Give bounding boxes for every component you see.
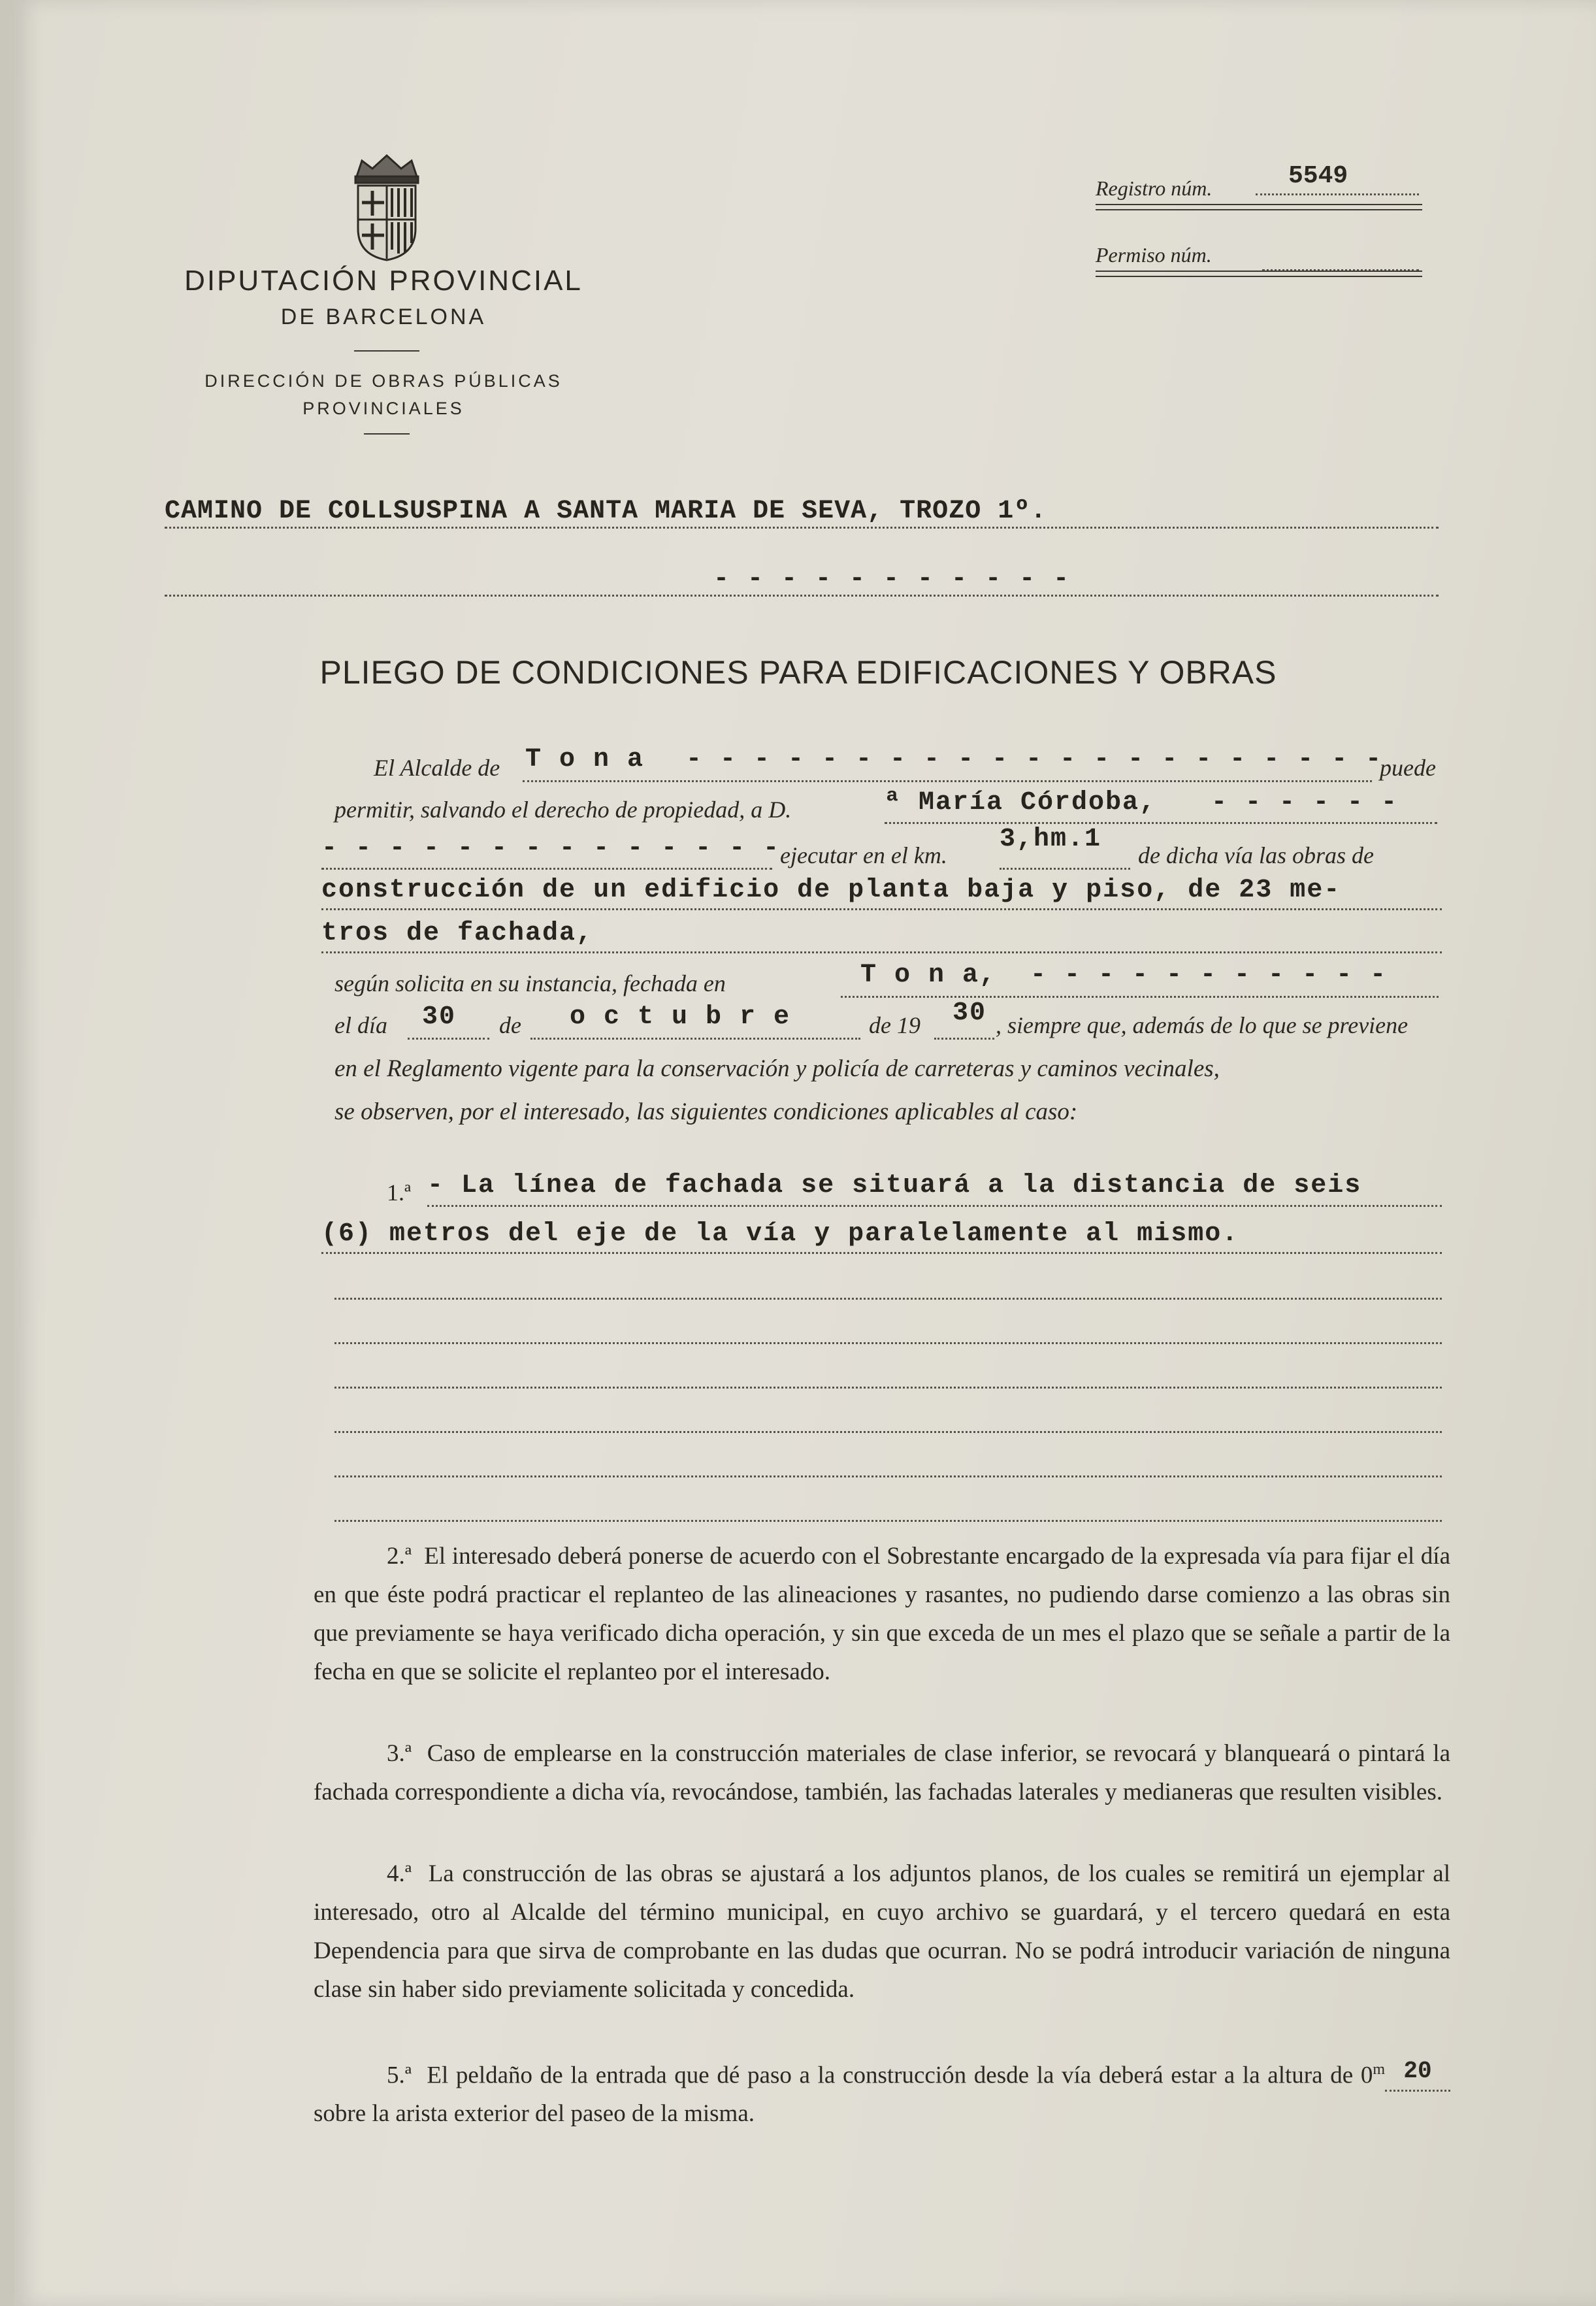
blank-line (334, 1265, 1442, 1300)
department-line2: PROVINCIALES (302, 399, 464, 418)
document-title: PLIEGO DE CONDICIONES PARA EDIFICACIONES Y OBRAS (319, 654, 1277, 691)
form-line-permitir (334, 788, 1445, 825)
condition-5-number: 5.ª (387, 2062, 412, 2089)
year-label: de 19 (869, 1012, 920, 1038)
rule (1096, 276, 1422, 277)
form-line-alcalde (374, 745, 1442, 783)
dicha-via-label: de dicha vía las obras de (1138, 842, 1374, 868)
owner-filler-2: - - - - - - - - - - - - - - (321, 834, 781, 863)
form-line-segun (334, 961, 1445, 997)
condition-1-number: 1.ª (387, 1179, 411, 1206)
coat-of-arms-icon (348, 152, 426, 263)
condition-5 (314, 2051, 1450, 2133)
divider (354, 350, 419, 352)
height-field (1385, 2058, 1450, 2092)
month-value: o c t u b r e (570, 1002, 791, 1032)
condition-2 (314, 1537, 1450, 1691)
permiso-label: Permiso núm. (1096, 243, 1212, 267)
divider (364, 433, 410, 435)
form-line-fecha (334, 998, 1445, 1039)
obra-description-2: tros de fachada, (321, 919, 594, 948)
siempre-que: , siempre que, además de lo que se previene (996, 1012, 1409, 1038)
alcalde-label: El Alcalde de (374, 755, 500, 781)
alcalde-filler: - - - - - - - - - - - - - - - - - - - - - (686, 745, 1383, 774)
rule (1096, 271, 1422, 272)
place-value: T o n a, (860, 961, 997, 990)
place-filler: - - - - - - - - - - - (1030, 961, 1388, 990)
condition-3-number: 3.ª (387, 1740, 412, 1767)
owner-filler: - - - - - - (1211, 788, 1399, 817)
height-value: 20 (1403, 2058, 1432, 2085)
permitir-label: permitir, salvando el derecho de propiedad, a D. (334, 797, 792, 823)
ejecutar-label: ejecutar en el km. (780, 842, 947, 868)
condition-5-text-after: sobre la arista exterior del paseo de la misma. (314, 2100, 755, 2128)
registro-field (1256, 162, 1419, 195)
permiso-field (1262, 242, 1419, 271)
alcalde-field (523, 745, 1383, 782)
km-field (1000, 825, 1130, 870)
document-sheet (14, 0, 1596, 2306)
condition-1-text-2: (6) metros del eje de la vía y paralelamente al mismo. (321, 1219, 1239, 1249)
condition-4 (314, 1854, 1450, 2009)
owner-name: ª María Córdoba, (885, 788, 1157, 817)
owner-field (885, 788, 1437, 824)
month-field (530, 1002, 860, 1040)
de-label: de (499, 1012, 521, 1038)
day-field (408, 1002, 489, 1040)
road-filler: - - - - - - - - - - - (713, 565, 1071, 594)
el-dia-label: el día (334, 1012, 387, 1038)
km-value: 3,hm.1 (1000, 825, 1102, 854)
segun-label: según solicita en su instancia, fechada en (334, 970, 726, 997)
puede-label: puede (1380, 755, 1436, 781)
blank-line (334, 1443, 1442, 1477)
road-name: CAMINO DE COLLSUSPINA A SANTA MARIA DE SEVA, TROZO 1º. (165, 497, 1047, 526)
condition-5-text-before: El peldaño de la entrada que dé paso a la construcción desde la vía deberá estar a la altura de 0 (427, 2062, 1373, 2089)
year-field (934, 998, 994, 1040)
form-line-ejecutar (321, 825, 1445, 870)
registro-number: 5549 (1288, 162, 1348, 190)
blank-line (334, 1309, 1442, 1344)
day-value: 30 (422, 1002, 457, 1032)
place-field (841, 961, 1439, 998)
condition-2-number: 2.ª (387, 1543, 412, 1570)
obra-line-1 (321, 873, 1442, 910)
condition-1-line-1 (387, 1170, 1445, 1206)
road-filler-line (165, 562, 1439, 597)
blank-line (334, 1398, 1442, 1433)
condition-1-field-1 (427, 1170, 1442, 1207)
condition-2-text: El interesado deberá ponerse de acuerdo con el Sobrestante encargado de la expresada vía para fijar el día en que éste podrá practicar el replanteo de las alineaciones y rasantes, no pudiendo darse comienzo a las obras sin que previamente se haya verificado dicha operación, y sin que exceda de un mes el plazo que se señale a partir de la fecha en que se solicite el replanteo por el interesado. (314, 1543, 1450, 1685)
condition-3 (314, 1734, 1450, 1811)
rule (1096, 209, 1422, 210)
condition-5-unit: m (1373, 2061, 1385, 2078)
owner-filler-field (321, 834, 781, 870)
obra-line-2 (321, 916, 1442, 953)
condition-1-field-2 (321, 1215, 1442, 1254)
rule (1096, 204, 1422, 205)
road-line (165, 491, 1439, 529)
org-name: DIPUTACIÓN PROVINCIAL (184, 265, 583, 297)
reglamento-line: en el Reglamento vigente para la conservación y policía de carreteras y caminos vecinales, (334, 1055, 1220, 1082)
alcalde-value: T o n a (525, 745, 645, 774)
condition-4-text: La construcción de las obras se ajustará a los adjuntos planos, de los cuales se remitirá un ejemplar al interesado, otro al Alcalde del término municipal, en cuyo archivo se guardará, y el tercero quedará en esta Dependencia para que sirva de comprobante en las dudas que ocurran. No se podrá introducir variación de ninguna clase sin haber sido previamente solicitada y concedida. (314, 1860, 1450, 2003)
department-line1: DIRECCIÓN DE OBRAS PÚBLICAS (204, 371, 562, 391)
registro-label: Registro núm. (1096, 176, 1213, 200)
year-value: 30 (953, 998, 987, 1028)
obra-description-1: construcción de un edificio de planta baja y piso, de 23 me- (321, 876, 1341, 905)
blank-line (334, 1354, 1442, 1389)
org-city: DE BARCELONA (280, 305, 487, 329)
observen-line: se observen, por el interesado, las siguientes condiciones aplicables al caso: (334, 1098, 1078, 1125)
condition-1-text-1: - La línea de fachada se situará a la distancia de seis (427, 1171, 1362, 1200)
blank-line (334, 1487, 1442, 1522)
condition-3-text: Caso de emplearse en la construcción materiales de clase inferior, se revocará y blanqueará o pintará la fachada correspondiente a dicha vía, revocándose, también, las fachadas laterales y medianeras que resulten visibles. (314, 1740, 1451, 1805)
condition-4-number: 4.ª (387, 1860, 412, 1887)
